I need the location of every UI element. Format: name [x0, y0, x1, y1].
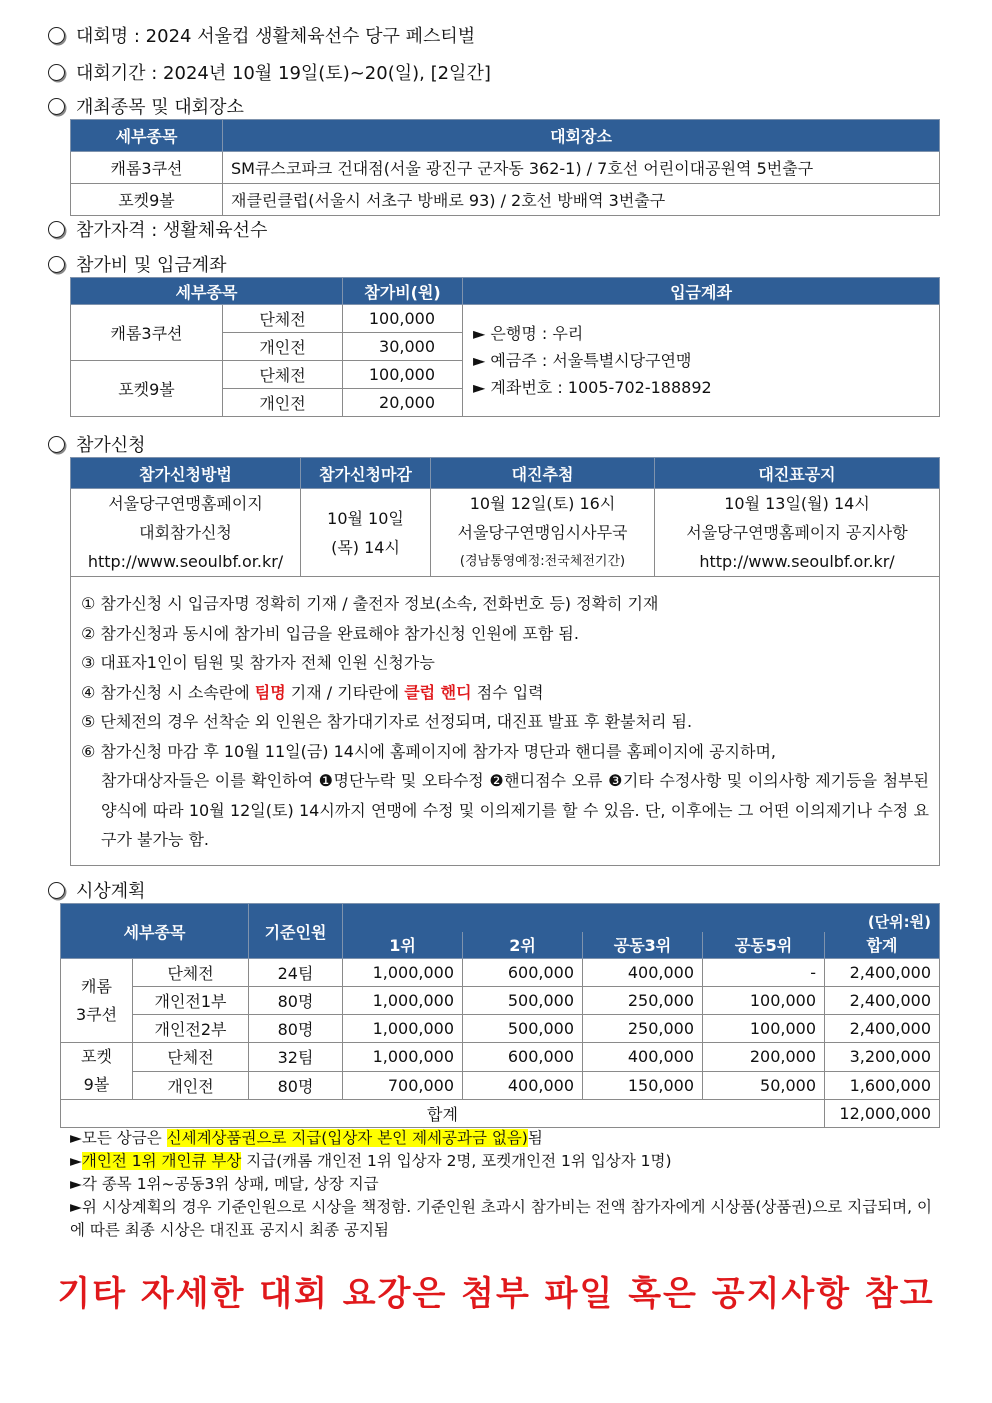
circle-bullet-icon: [48, 256, 65, 273]
fee-type-cell: 단체전: [223, 361, 343, 389]
prize-header-rank: 공동3위: [583, 932, 703, 959]
eligibility-text: 참가자격 : 생활체육선수: [76, 220, 268, 241]
note-3: ③ 대표자1인이 팀원 및 참가자 전체 인원 신청가능: [81, 653, 435, 672]
note-4: [81, 678, 929, 708]
prize-value-cell: 1,000,000: [343, 987, 463, 1015]
closing-notice: 기타 자세한 대회 요강은 첨부 파일 혹은 공지사항 참고: [57, 1274, 935, 1314]
note-2: ② 참가신청과 동시에 참가비 입금을 완료해야 참가신청 인원에 포함 됨.: [81, 623, 579, 643]
prize-value-cell: 500,000: [463, 987, 583, 1015]
draw-line: 10월 12일(토) 16시: [469, 494, 616, 513]
prize-type-cell: 개인전1부: [133, 987, 249, 1015]
prize-table: [60, 903, 940, 1128]
footnote-1-highlight: 신세계상품권으로 지급(입상자 본인 제세공과금 없음): [166, 1129, 528, 1147]
table-row: [61, 1071, 940, 1100]
prize-header-rank: 1위: [343, 932, 463, 959]
account-info: [463, 305, 940, 417]
prize-value-cell: 250,000: [583, 987, 703, 1015]
prize-grand-total-label: 합계: [61, 1100, 825, 1128]
prize-value-cell: 400,000: [583, 1043, 703, 1072]
note-1: ① 참가신청 시 입금자명 정확히 기재 / 출전자 정보(소속, 전화번호 등) 정확히 기재: [81, 594, 659, 613]
fee-type-cell: 개인전: [223, 389, 343, 417]
fee-header-account: 입금계좌: [463, 278, 940, 305]
section-fee: [48, 251, 227, 277]
footnote-2-highlight: 개인전 1위 개인큐 부상: [81, 1152, 242, 1170]
account-number: ► 계좌번호 : 1005-702-188892: [473, 378, 712, 397]
apply-deadline-cell: [301, 489, 431, 577]
fee-amount-cell: 100,000: [343, 305, 463, 333]
prize-total-cell: 2,400,000: [825, 987, 940, 1015]
method-url[interactable]: http://www.seoulbf.or.kr/: [87, 552, 284, 571]
prize-total-cell: 2,400,000: [825, 1015, 940, 1043]
prize-heading: 시상계획: [76, 881, 146, 902]
fee-table: [70, 277, 940, 417]
note-6-rest: 참가대상자들은 이를 확인하여 ❶명단누락 및 오타수정 ❷핸디점수 오류 ❸기타 수정사항 및 이의사항 제기등을 첨부된 양식에 따라 10월 12일(토) 14시까지 연맹에 수정 및 이의제기를 할 수 있음. 단, 이후에는 그 어떤 이의제기나 수정 요구가 불가능 함.: [101, 771, 929, 849]
table-row: [71, 184, 940, 216]
prize-value-cell: 400,000: [583, 959, 703, 987]
apply-header-draw: 대진추첨: [431, 458, 655, 489]
footnote-1: [70, 1127, 932, 1150]
prize-total-cell: 2,400,000: [825, 959, 940, 987]
prize-value-cell: 500,000: [463, 1015, 583, 1043]
venue-event-cell: 포켓9볼: [71, 184, 223, 216]
method-line: 대회참가신청: [139, 523, 232, 542]
circle-bullet-icon: [48, 98, 65, 115]
fee-event-carom: 캐롬3쿠션: [71, 305, 223, 361]
section-events-venues: [48, 93, 244, 119]
tournament-name-text: 대회명 : 2024 서울컵 생활체육선수 당구 페스티벌: [76, 26, 476, 47]
table-row: [61, 1100, 940, 1128]
prize-value-cell: 700,000: [343, 1071, 463, 1100]
footnote-2-text: 지급(캐롬 개인전 1위 입상자 2명, 포켓개인전 1위 입상자 1명): [241, 1152, 672, 1170]
circle-bullet-icon: [48, 882, 65, 899]
prize-header-rank: 2위: [463, 932, 583, 959]
prize-value-cell: 250,000: [583, 1015, 703, 1043]
table-row: [61, 959, 940, 987]
section-tournament-period: [48, 59, 491, 85]
footnote-2: [70, 1150, 932, 1173]
prize-value-cell: 200,000: [703, 1043, 825, 1072]
events-venues-heading: 개최종목 및 대회장소: [76, 97, 244, 118]
prize-type-cell: 단체전: [133, 1043, 249, 1072]
prize-footnotes: [70, 1127, 932, 1242]
notice-url[interactable]: http://www.seoulbf.or.kr/: [699, 552, 895, 571]
apply-header-notice: 대진표공지: [655, 458, 940, 489]
fee-amount-cell: 30,000: [343, 333, 463, 361]
prize-value-cell: 600,000: [463, 959, 583, 987]
fee-type-cell: 단체전: [223, 305, 343, 333]
apply-header-method: 참가신청방법: [71, 458, 301, 489]
apply-method-cell: [71, 489, 301, 577]
notice-line: 서울당구연맹홈페이지 공지사항: [686, 523, 908, 542]
circle-bullet-icon: [48, 27, 65, 44]
venue-table: [70, 119, 940, 216]
circle-bullet-icon: [48, 436, 65, 453]
pocket-label: 9볼: [83, 1075, 110, 1094]
section-tournament-name: [48, 22, 475, 48]
prize-header-total: 합계: [825, 932, 940, 959]
prize-header-base: 기준인원: [249, 904, 343, 959]
apply-header-deadline: 참가신청마감: [301, 458, 431, 489]
prize-header-event: 세부종목: [61, 904, 249, 959]
apply-notice-cell: [655, 489, 940, 577]
tournament-period-text: 대회기간 : 2024년 10월 19일(토)~20(일), [2일간]: [76, 63, 491, 84]
footnote-1-text: ►모든 상금은: [70, 1129, 167, 1147]
deadline-line: (목) 14시: [331, 537, 400, 557]
prize-total-cell: 3,200,000: [825, 1043, 940, 1072]
prize-value-cell: 100,000: [703, 1015, 825, 1043]
venue-header-place: 대회장소: [223, 120, 940, 152]
footnote-2-marker: ►: [70, 1152, 82, 1170]
prize-base-cell: 80명: [249, 1071, 343, 1100]
prize-grand-total-value: 12,000,000: [825, 1100, 940, 1128]
fee-amount-cell: 100,000: [343, 361, 463, 389]
note-6-first-line: ⑥ 참가신청 마감 후 10월 11일(금) 14시에 홈페이지에 참가자 명단과 핸디를 홈페이지에 공지하며,: [81, 741, 776, 761]
note-4-club-handy: 클럽 핸디: [404, 682, 472, 702]
venue-event-cell: 캐롬3쿠션: [71, 152, 223, 184]
note-4-text: 기재 / 기타란에: [285, 682, 405, 702]
prize-value-cell: 50,000: [703, 1071, 825, 1100]
footnote-1-text: 됨: [527, 1129, 543, 1147]
venue-header-event: 세부종목: [71, 120, 223, 152]
prize-unit-label: (단위:원): [343, 904, 940, 932]
footnote-4: ►위 시상계획의 경우 기준인원으로 시상을 책정함. 기준인원 초과시 참가비는 전액 참가자에게 시상품(상품권)으로 지급되며, 이에 따른 최종 시상은 대진표 공지시 최종 공지됨: [70, 1198, 932, 1239]
prize-value-cell: 1,000,000: [343, 959, 463, 987]
prize-base-cell: 32팀: [249, 1043, 343, 1072]
draw-line: 서울당구연맹임시사무국: [457, 523, 628, 542]
venue-place-cell: SM큐스코파크 건대점(서울 광진구 군자동 362-1) / 7호선 어린이대공원역 5번출구: [223, 152, 940, 184]
prize-event-pocket: [61, 1043, 133, 1100]
prize-value-cell: 1,000,000: [343, 1043, 463, 1072]
application-heading: 참가신청: [76, 435, 146, 456]
table-row: [71, 152, 940, 184]
footnote-3: ►각 종목 1위~공동3위 상패, 메달, 상장 지급: [70, 1175, 379, 1193]
notice-line: 10월 13일(월) 14시: [724, 494, 870, 513]
section-prize-plan: [48, 877, 146, 903]
pocket-label: 포켓: [81, 1047, 112, 1066]
venue-place-cell: 재클린클럽(서울시 서초구 방배로 93) / 2호선 방배역 3번출구: [223, 184, 940, 216]
account-holder: ► 예금주 : 서울특별시당구연맹: [473, 351, 692, 370]
prize-base-cell: 80명: [249, 1015, 343, 1043]
prize-value-cell: -: [703, 959, 825, 987]
fee-type-cell: 개인전: [223, 333, 343, 361]
draw-note: (경남통영예정:전국체전기간): [459, 554, 626, 569]
table-row: [71, 489, 940, 577]
note-4-text: ④ 참가신청 시 소속란에: [81, 682, 255, 702]
note-4-team-name: 팀명: [254, 682, 286, 702]
circle-bullet-icon: [48, 221, 65, 238]
bank-name: ► 은행명 : 우리: [473, 324, 584, 343]
fee-header-event: 세부종목: [71, 278, 343, 305]
apply-draw-cell: [431, 489, 655, 577]
prize-header-rank: 공동5위: [703, 932, 825, 959]
method-line: 서울당구연맹홈페이지: [108, 494, 263, 513]
fee-heading: 참가비 및 입금계좌: [76, 255, 227, 276]
carom-label: 캐롬: [81, 976, 112, 996]
note-4-text: 점수 입력: [471, 682, 544, 702]
table-row: [61, 1043, 940, 1072]
prize-value-cell: 150,000: [583, 1071, 703, 1100]
table-row: [61, 1015, 940, 1043]
table-row: [71, 577, 940, 866]
prize-total-cell: 1,600,000: [825, 1071, 940, 1100]
prize-value-cell: 600,000: [463, 1043, 583, 1072]
fee-amount-cell: 20,000: [343, 389, 463, 417]
prize-base-cell: 24팀: [249, 959, 343, 987]
deadline-line: 10월 10일: [327, 508, 404, 528]
note-6: [81, 737, 929, 855]
application-notes: [71, 577, 940, 866]
section-application: [48, 431, 146, 457]
prize-type-cell: 단체전: [133, 959, 249, 987]
prize-type-cell: 개인전: [133, 1071, 249, 1100]
prize-value-cell: 1,000,000: [343, 1015, 463, 1043]
prize-type-cell: 개인전2부: [133, 1015, 249, 1043]
prize-base-cell: 80명: [249, 987, 343, 1015]
prize-value-cell: 100,000: [703, 987, 825, 1015]
prize-event-carom: [61, 959, 133, 1043]
prize-value-cell: 400,000: [463, 1071, 583, 1100]
carom-label: 3쿠션: [75, 1004, 118, 1024]
table-row: [71, 305, 940, 333]
note-5: ⑤ 단체전의 경우 선착순 외 인원은 참가대기자로 선정되며, 대진표 발표 후 환불처리 됨.: [81, 712, 693, 731]
fee-header-amount: 참가비(원): [343, 278, 463, 305]
application-table: [70, 457, 940, 866]
circle-bullet-icon: [48, 64, 65, 81]
fee-event-pocket: 포켓9볼: [71, 361, 223, 417]
table-row: [61, 987, 940, 1015]
section-eligibility: [48, 216, 267, 242]
